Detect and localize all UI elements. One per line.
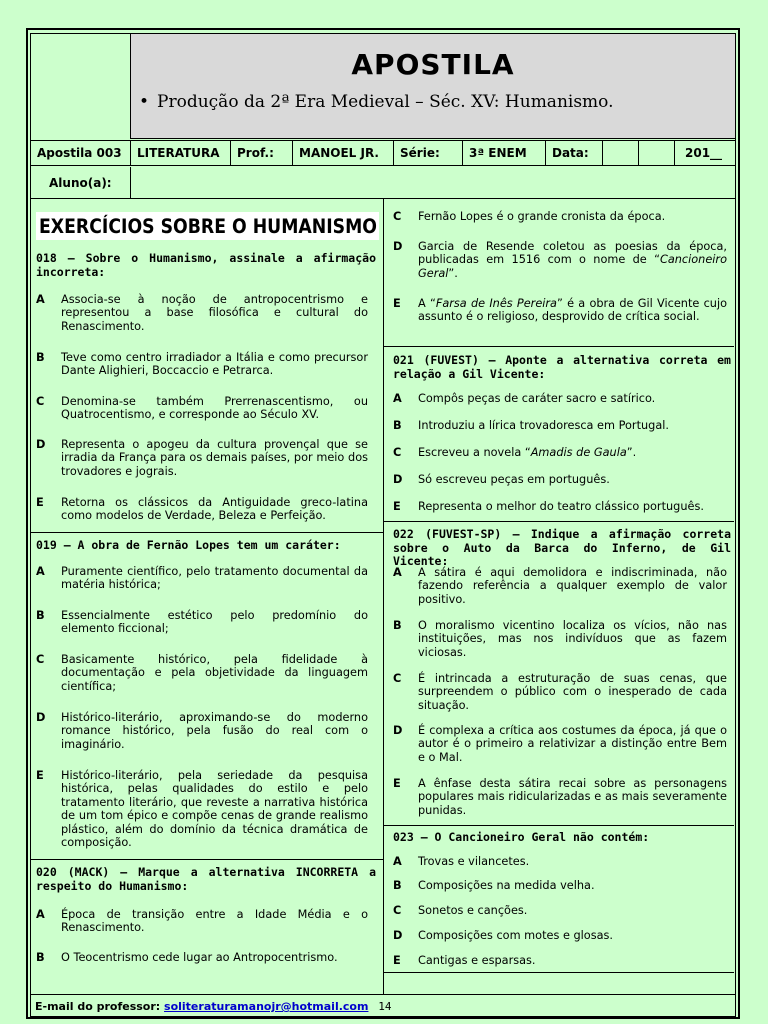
date-day-field[interactable] <box>603 141 639 165</box>
option-letter: D <box>393 929 403 942</box>
option-text: Teve como centro irradiador a Itália e como precursor Dante Alighieri, Boccaccio e Petrarca. <box>61 351 368 378</box>
q020-option-a[interactable] <box>36 908 368 936</box>
option-letter: D <box>393 473 403 486</box>
option-text-part: Escreveu a novela “ <box>418 446 531 459</box>
q020-option-c[interactable] <box>393 210 727 224</box>
footer-label: E-mail do professor: <box>35 1000 161 1013</box>
q022-heading: 022 (FUVEST-SP) – Indique a afirmação correta sobre o Auto da Barca do Inferno, de Gil Vicente: <box>393 527 731 568</box>
option-text: Composições na medida velha. <box>418 879 595 892</box>
option-text-part: ”. <box>448 266 458 280</box>
student-label: Aluno(a): <box>31 167 131 198</box>
option-text: É intrincada a estruturação de suas cenas, que surpreendem o público com o inesperado de cada situação. <box>418 672 727 712</box>
q020-option-e[interactable] <box>393 297 727 339</box>
year-field: 201__ <box>685 146 723 160</box>
q023-option-b[interactable] <box>393 879 727 893</box>
option-text: Só escreveu peças em português. <box>418 473 610 486</box>
option-text: Representa o apogeu da cultura provençal que se irradia da França para os demais países, por meio dos trovadores e jograis. <box>61 438 368 478</box>
q023-option-c[interactable] <box>393 904 727 918</box>
q021-option-e[interactable] <box>393 500 727 514</box>
option-letter: B <box>393 879 402 892</box>
option-letter: D <box>393 240 403 253</box>
date-month-field[interactable] <box>639 141 675 165</box>
option-letter: D <box>36 438 46 451</box>
q023-heading: 023 – O Cancioneiro Geral não contém: <box>393 830 650 844</box>
q021-heading: 021 (FUVEST) – Aponte a alternativa correta em relação a Gil Vicente: <box>393 353 731 381</box>
q022-option-b[interactable] <box>393 619 727 661</box>
q022-option-e[interactable] <box>393 777 727 819</box>
prof-name: MANOEL JR. <box>293 141 394 165</box>
option-letter: A <box>393 855 402 868</box>
data-label: Data: <box>546 141 603 165</box>
apostila-number: Apostila 003 <box>31 141 131 165</box>
q019-option-e[interactable] <box>36 769 368 853</box>
option-letter: A <box>393 392 402 405</box>
option-letter: B <box>393 619 402 632</box>
q021-option-d[interactable] <box>393 473 727 487</box>
q018-heading: 018 – Sobre o Humanismo, assinale a afirmação incorreta: <box>36 251 376 279</box>
option-letter: D <box>393 724 403 737</box>
q018-option-e[interactable] <box>36 496 368 524</box>
q021-option-c[interactable] <box>393 446 727 460</box>
option-text: Introduziu a lírica trovadoresca em Portugal. <box>418 419 669 432</box>
bullet-icon: • <box>139 92 150 112</box>
q020-option-d[interactable] <box>393 240 727 282</box>
option-text <box>418 240 727 280</box>
option-text-part: Garcia de Resende coletou as poesias da época, publicadas em 1516 com o nome de “ <box>418 240 727 267</box>
subtitle-text: Produção da 2ª Era Medieval – Séc. XV: Humanismo. <box>157 92 614 112</box>
option-text: O Teocentrismo cede lugar ao Antropocentrismo. <box>61 951 338 964</box>
option-text: Histórico-literário, pela seriedade da pesquisa histórica, pelas qualidades do estilo e pelo tratamento literário, que reveste a narrativa histórica de um tom épico e compõe cenas de grande realismo plástico, além do domínio da técnica dramática de composição. <box>61 769 368 850</box>
logo-cell <box>31 34 131 139</box>
option-text <box>418 446 727 459</box>
option-letter: E <box>36 769 44 782</box>
option-letter: A <box>393 566 402 579</box>
option-text: Denomina-se também Prerrenascentismo, ou Quatrocentismo, e corresponde ao Século XV. <box>61 395 368 422</box>
q019-option-d[interactable] <box>36 711 368 753</box>
option-letter: A <box>36 293 45 306</box>
teacher-email-link[interactable]: soliteraturamanojr@hotmail.com <box>164 1000 369 1013</box>
option-letter: D <box>36 711 46 724</box>
q019-option-c[interactable] <box>36 653 368 695</box>
option-text: O moralismo vicentino localiza os vícios, não nas instituições, mas nos indivíduos que as fazem viciosas. <box>418 619 727 659</box>
student-row <box>31 167 735 199</box>
option-text-title: Cancioneiro Geral <box>418 253 727 280</box>
footer <box>31 994 735 1017</box>
page-subtitle <box>139 92 614 112</box>
option-letter: E <box>393 297 401 310</box>
option-text: A ênfase desta sátira recai sobre as personagens populares mais ridicularizadas e as mais severamente punidas. <box>418 777 727 817</box>
header <box>131 34 735 139</box>
q019-heading: 019 – A obra de Fernão Lopes tem um caráter: <box>36 538 341 552</box>
q021-option-b[interactable] <box>393 419 727 433</box>
option-letter: B <box>36 609 45 622</box>
option-letter: E <box>393 500 401 513</box>
option-text: Época de transição entre a Idade Média e o Renascimento. <box>61 908 368 935</box>
option-text: A sátira é aqui demolidora e indiscriminada, não fazendo referência a qualquer exemplo de valor positivo. <box>418 566 727 606</box>
option-text: Puramente científico, pelo tratamento documental da matéria histórica; <box>61 565 368 592</box>
q019-option-b[interactable] <box>36 609 368 637</box>
option-letter: C <box>393 904 402 917</box>
option-letter: C <box>393 672 402 685</box>
page-number: 14 <box>378 1000 392 1013</box>
q018-option-d[interactable] <box>36 438 368 480</box>
option-text: Composições com motes e glosas. <box>418 929 613 942</box>
divider <box>384 346 734 347</box>
divider <box>384 972 734 973</box>
serie-value: 3ª ENEM <box>463 141 546 165</box>
option-text: Histórico-literário, aproximando-se do moderno romance histórico, pela fusão do real com o imaginário. <box>61 711 368 751</box>
divider <box>384 521 734 522</box>
option-letter: B <box>36 951 45 964</box>
option-letter: A <box>36 908 45 921</box>
option-text: Sonetos e canções. <box>418 904 528 917</box>
q018-option-a[interactable] <box>36 293 368 335</box>
option-letter: A <box>36 565 45 578</box>
option-text: Trovas e vilancetes. <box>418 855 530 868</box>
option-letter: C <box>393 210 402 223</box>
q018-option-c[interactable] <box>36 395 368 423</box>
q023-option-a[interactable] <box>393 855 727 869</box>
q022-option-d[interactable] <box>393 724 727 766</box>
divider <box>31 859 383 860</box>
serie-label: Série: <box>394 141 463 165</box>
q023-option-d[interactable] <box>393 929 727 943</box>
option-text: Compôs peças de caráter sacro e satírico. <box>418 392 656 405</box>
option-letter: C <box>393 446 402 459</box>
q018-option-b[interactable] <box>36 351 368 379</box>
option-text: Associa-se à noção de antropocentrismo e representou a base filosófica e cultural do Renascimento. <box>61 293 368 333</box>
option-letter: C <box>36 653 45 666</box>
option-text: Representa o melhor do teatro clássico português. <box>418 500 704 513</box>
info-row <box>31 140 735 166</box>
q021-option-a[interactable] <box>393 392 727 406</box>
q020-heading: 020 (MACK) – Marque a alternativa INCORRETA a respeito do Humanismo: <box>36 865 376 893</box>
divider <box>31 532 383 533</box>
discipline: LITERATURA <box>131 141 231 165</box>
option-text: É complexa a crítica aos costumes da época, já que o autor é o primeiro a relativizar a distinção entre Bem e o Mal. <box>418 724 727 764</box>
option-letter: E <box>36 496 44 509</box>
option-text: Essencialmente estético pelo predomínio do elemento ficcional; <box>61 609 368 636</box>
q022-option-c[interactable] <box>393 672 727 714</box>
option-text: Fernão Lopes é o grande cronista da época. <box>418 210 666 223</box>
section-title-text: EXERCÍCIOS SOBRE O HUMANISMO <box>39 215 377 238</box>
option-text <box>418 297 727 324</box>
option-text-title: Amadis de Gaula <box>530 446 627 459</box>
option-text: Basicamente histórico, pela fidelidade à documentação e pela objetividade da linguagem científica; <box>61 653 368 693</box>
option-letter: C <box>36 395 45 408</box>
option-text: Cantigas e esparsas. <box>418 954 536 967</box>
option-letter: B <box>36 351 45 364</box>
option-letter: B <box>393 419 402 432</box>
option-text-part: A “ <box>418 297 436 310</box>
divider <box>384 825 734 826</box>
q022-option-a[interactable] <box>393 566 727 608</box>
option-letter: E <box>393 777 401 790</box>
option-text-part: ”. <box>626 446 637 459</box>
option-text-part: ” é a obra de Gil Vicente cujo assunto é o religioso, desprovido de crítica social. <box>418 297 728 324</box>
column-divider <box>383 199 384 994</box>
page-title: APOSTILA <box>351 48 515 81</box>
prof-label: Prof.: <box>231 141 293 165</box>
q019-option-a[interactable] <box>36 565 368 593</box>
section-title <box>36 211 380 241</box>
q020-option-b[interactable] <box>36 951 368 965</box>
option-letter: E <box>393 954 401 967</box>
option-text-title: Farsa de Inês Pereira <box>435 297 557 310</box>
q023-option-e[interactable] <box>393 954 727 968</box>
option-text: Retorna os clássicos da Antiguidade greco-latina como modelos de Verdade, Beleza e Perfeição. <box>61 496 368 523</box>
